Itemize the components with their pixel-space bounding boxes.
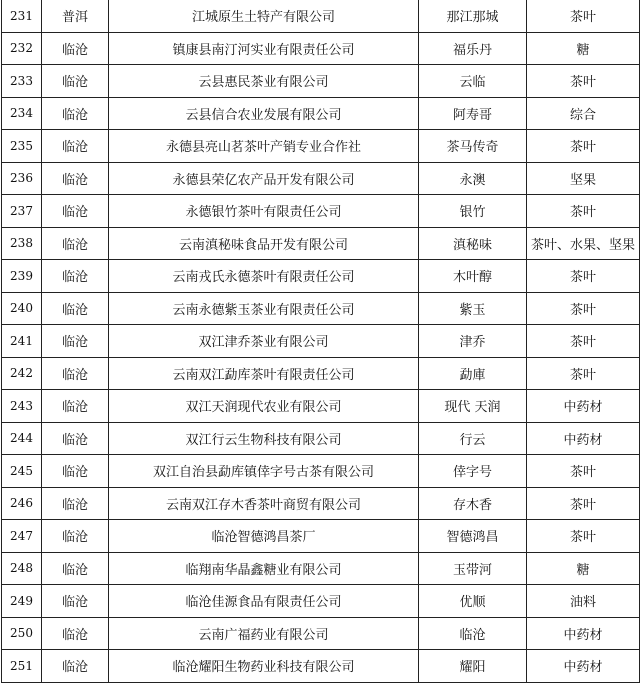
table-row (2, 195, 640, 228)
company-name-cell: 云南双江勐库茶叶有限责任公司 (109, 357, 419, 390)
city-cell: 临沧 (42, 357, 109, 390)
product-category-cell: 综合 (527, 97, 640, 130)
table-row (2, 227, 640, 260)
row-number-cell: 234 (2, 97, 42, 130)
table-row (2, 455, 640, 488)
table-row (2, 130, 640, 163)
table-row (2, 422, 640, 455)
brand-name-cell: 优顺 (419, 585, 527, 618)
company-name-cell: 永德县荣亿农产品开发有限公司 (109, 162, 419, 195)
company-name-cell: 云县惠民茶业有限公司 (109, 65, 419, 98)
company-name-cell: 临翔南华晶鑫糖业有限公司 (109, 552, 419, 585)
row-number-cell: 233 (2, 65, 42, 98)
product-category-cell: 茶叶 (527, 65, 640, 98)
product-category-cell: 茶叶 (527, 357, 640, 390)
brand-name-cell: 木叶醇 (419, 260, 527, 293)
city-cell: 临沧 (42, 520, 109, 553)
company-name-cell: 双江自治县勐库镇倖字号古茶有限公司 (109, 455, 419, 488)
row-number-cell: 244 (2, 422, 42, 455)
product-category-cell: 茶叶 (527, 0, 640, 32)
brand-name-cell: 滇秘味 (419, 227, 527, 260)
product-category-cell: 茶叶 (527, 325, 640, 358)
product-category-cell: 中药材 (527, 422, 640, 455)
city-cell: 普洱 (42, 0, 109, 32)
row-number-cell: 249 (2, 585, 42, 618)
company-name-cell: 云南滇秘味食品开发有限公司 (109, 227, 419, 260)
product-category-cell: 中药材 (527, 617, 640, 650)
company-name-cell: 云南戎氏永德茶叶有限责任公司 (109, 260, 419, 293)
row-number-cell: 236 (2, 162, 42, 195)
city-cell: 临沧 (42, 617, 109, 650)
brand-name-cell: 津乔 (419, 325, 527, 358)
row-number-cell: 251 (2, 650, 42, 683)
brand-name-cell: 永澳 (419, 162, 527, 195)
product-category-cell: 茶叶、水果、坚果 (527, 227, 640, 260)
product-category-cell: 中药材 (527, 390, 640, 423)
company-name-cell: 镇康县南汀河实业有限责任公司 (109, 32, 419, 65)
table-row (2, 97, 640, 130)
brand-name-cell: 紫玉 (419, 292, 527, 325)
brand-name-cell: 阿寿哥 (419, 97, 527, 130)
row-number-cell: 235 (2, 130, 42, 163)
city-cell: 临沧 (42, 227, 109, 260)
city-cell: 临沧 (42, 195, 109, 228)
company-name-cell: 云南广福药业有限公司 (109, 617, 419, 650)
company-name-cell: 云南双江存木香茶叶商贸有限公司 (109, 487, 419, 520)
company-name-cell: 双江行云生物科技有限公司 (109, 422, 419, 455)
table-row (2, 65, 640, 98)
row-number-cell: 248 (2, 552, 42, 585)
company-name-cell: 江城原生土特产有限公司 (109, 0, 419, 32)
row-number-cell: 245 (2, 455, 42, 488)
brand-name-cell: 临沧 (419, 617, 527, 650)
table-row (2, 0, 640, 32)
city-cell: 临沧 (42, 162, 109, 195)
table-row (2, 32, 640, 65)
row-number-cell: 241 (2, 325, 42, 358)
product-category-cell: 茶叶 (527, 260, 640, 293)
row-number-cell: 238 (2, 227, 42, 260)
brand-list-table (1, 0, 640, 683)
brand-name-cell: 福乐丹 (419, 32, 527, 65)
table-row (2, 617, 640, 650)
brand-name-cell: 倖字号 (419, 455, 527, 488)
brand-name-cell: 行云 (419, 422, 527, 455)
product-category-cell: 糖 (527, 552, 640, 585)
brand-name-cell: 云临 (419, 65, 527, 98)
table-row (2, 357, 640, 390)
brand-name-cell: 勐庫 (419, 357, 527, 390)
city-cell: 临沧 (42, 487, 109, 520)
company-name-cell: 云南永德紫玉茶业有限责任公司 (109, 292, 419, 325)
city-cell: 临沧 (42, 552, 109, 585)
brand-name-cell: 智德鸿昌 (419, 520, 527, 553)
city-cell: 临沧 (42, 390, 109, 423)
brand-name-cell: 玉带河 (419, 552, 527, 585)
brand-name-cell: 现代 天润 (419, 390, 527, 423)
row-number-cell: 239 (2, 260, 42, 293)
city-cell: 临沧 (42, 97, 109, 130)
city-cell: 临沧 (42, 130, 109, 163)
table-row (2, 292, 640, 325)
table-row (2, 650, 640, 683)
brand-name-cell: 那江那城 (419, 0, 527, 32)
city-cell: 临沧 (42, 32, 109, 65)
table-row (2, 487, 640, 520)
row-number-cell: 237 (2, 195, 42, 228)
table-row (2, 162, 640, 195)
product-category-cell: 坚果 (527, 162, 640, 195)
table-row (2, 325, 640, 358)
city-cell: 临沧 (42, 260, 109, 293)
table-row (2, 520, 640, 553)
city-cell: 临沧 (42, 650, 109, 683)
brand-name-cell: 存木香 (419, 487, 527, 520)
table-row (2, 260, 640, 293)
product-category-cell: 油料 (527, 585, 640, 618)
table-row (2, 585, 640, 618)
company-name-cell: 永德县亮山茗茶叶产销专业合作社 (109, 130, 419, 163)
city-cell: 临沧 (42, 585, 109, 618)
row-number-cell: 242 (2, 357, 42, 390)
row-number-cell: 247 (2, 520, 42, 553)
city-cell: 临沧 (42, 422, 109, 455)
row-number-cell: 240 (2, 292, 42, 325)
company-name-cell: 双江津乔茶业有限公司 (109, 325, 419, 358)
city-cell: 临沧 (42, 455, 109, 488)
company-name-cell: 云县信合农业发展有限公司 (109, 97, 419, 130)
brand-name-cell: 茶马传奇 (419, 130, 527, 163)
table-row (2, 552, 640, 585)
company-name-cell: 双江天润现代农业有限公司 (109, 390, 419, 423)
product-category-cell: 茶叶 (527, 195, 640, 228)
row-number-cell: 232 (2, 32, 42, 65)
row-number-cell: 246 (2, 487, 42, 520)
product-category-cell: 糖 (527, 32, 640, 65)
row-number-cell: 250 (2, 617, 42, 650)
city-cell: 临沧 (42, 325, 109, 358)
product-category-cell: 茶叶 (527, 130, 640, 163)
table-row (2, 390, 640, 423)
company-name-cell: 永德银竹茶叶有限责任公司 (109, 195, 419, 228)
product-category-cell: 茶叶 (527, 455, 640, 488)
company-name-cell: 临沧佳源食品有限责任公司 (109, 585, 419, 618)
company-name-cell: 临沧耀阳生物药业科技有限公司 (109, 650, 419, 683)
product-category-cell: 茶叶 (527, 520, 640, 553)
row-number-cell: 231 (2, 0, 42, 32)
brand-name-cell: 耀阳 (419, 650, 527, 683)
table-body (2, 0, 640, 682)
company-name-cell: 临沧智德鸿昌茶厂 (109, 520, 419, 553)
product-category-cell: 茶叶 (527, 487, 640, 520)
city-cell: 临沧 (42, 65, 109, 98)
city-cell: 临沧 (42, 292, 109, 325)
product-category-cell: 茶叶 (527, 292, 640, 325)
row-number-cell: 243 (2, 390, 42, 423)
product-category-cell: 中药材 (527, 650, 640, 683)
brand-name-cell: 银竹 (419, 195, 527, 228)
